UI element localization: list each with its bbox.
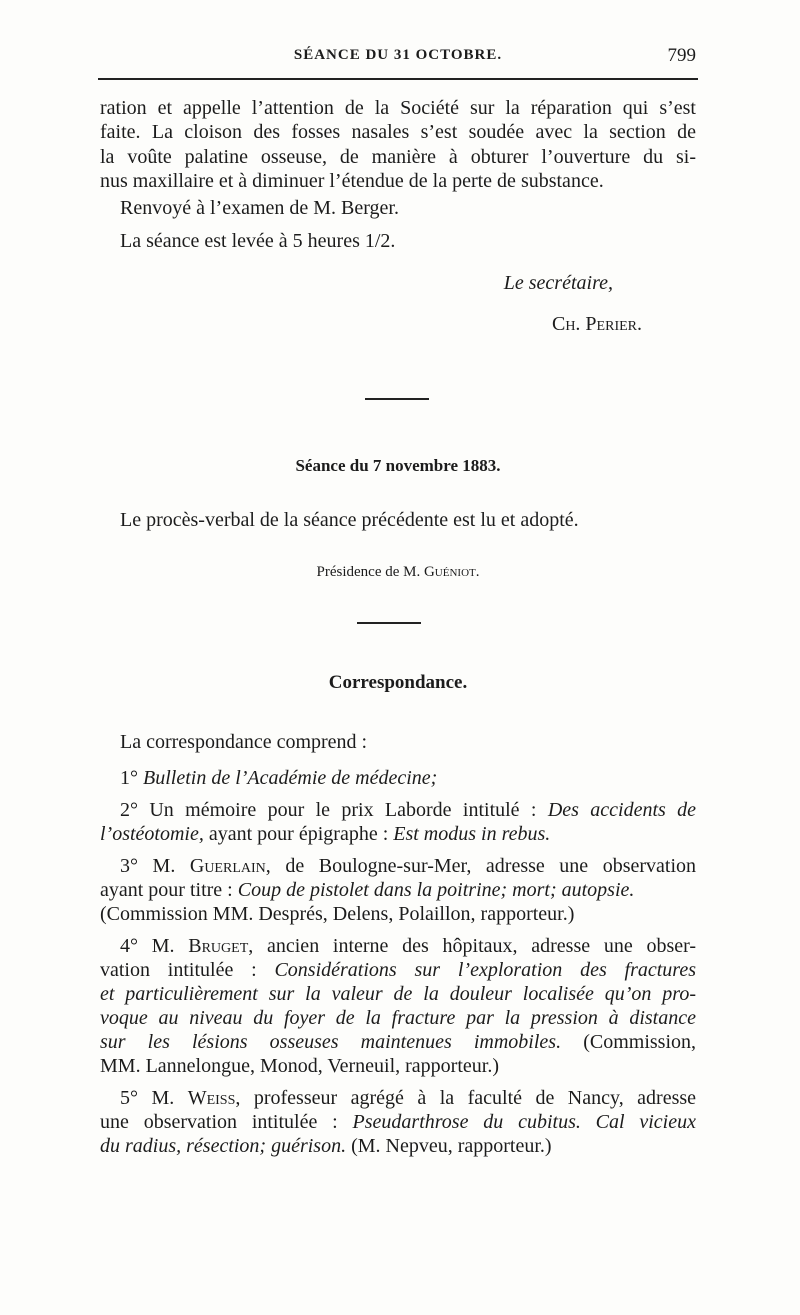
presidency-prefix: Présidence de M.	[316, 564, 421, 580]
list-item-continuation: l’ostéotomie, ayant pour épigraphe : Est modus in rebus.	[100, 823, 551, 845]
page-header	[100, 47, 696, 71]
presidency-line	[100, 564, 696, 581]
list-item-continuation: vation intitulée : Considérations sur l’exploration des fractures	[100, 959, 696, 981]
minutes-note: Le procès-verbal de la séance précédente est lu et adopté.	[120, 509, 579, 531]
list-item-continuation: voque au niveau du foyer de la fracture par la pression à distance	[100, 1007, 696, 1029]
list-item: 1° Bulletin de l’Académie de médecine;	[120, 767, 438, 789]
section-divider	[365, 398, 429, 400]
section-divider	[357, 622, 421, 624]
list-item-continuation: ayant pour titre : Coup de pistolet dans la poitrine; mort; autopsie.	[100, 879, 635, 901]
correspondence-intro: La correspondance comprend :	[120, 731, 368, 753]
signature-name: Ch. Perier.	[551, 313, 642, 335]
list-item-continuation: une observation intitulée : Pseudarthrose du cubitus. Cal vicieux	[100, 1111, 696, 1133]
list-item-continuation: MM. Lannelongue, Monod, Verneuil, rapporteur.)	[100, 1055, 499, 1077]
list-item: 4° M. Bruget, ancien interne des hôpitaux, adresse une obser-	[120, 935, 697, 957]
header-rule	[98, 78, 698, 80]
presidency-name: Guéniot.	[423, 564, 480, 580]
session-heading: Séance du 7 novembre 1883.	[295, 456, 501, 475]
list-item: 5° M. Weiss, professeur agrégé à la faculté de Nancy, adresse	[120, 1087, 697, 1109]
list-item: 3° M. Guerlain, de Boulogne-sur-Mer, adresse une observation	[120, 855, 697, 877]
correspondence-heading: Correspondance.	[328, 672, 468, 693]
page-number: 799	[667, 45, 696, 66]
list-item-continuation: sur les lésions osseuses maintenues immobiles. (Commission,	[100, 1031, 696, 1053]
adjournment-note: La séance est levée à 5 heures 1/2.	[120, 230, 396, 252]
referral-note: Renvoyé à l’examen de M. Berger.	[120, 197, 399, 219]
signature-title: Le secrétaire,	[503, 272, 613, 294]
paragraph-line: la voûte palatine osseuse, de manière à obturer l’ouverture du si-	[100, 146, 696, 168]
paragraph-line: nus maxillaire et à diminuer l’étendue de la perte de substance.	[100, 170, 604, 192]
paragraph-line: ration et appelle l’attention de la Société sur la réparation qui s’est	[100, 97, 696, 119]
list-item-continuation: (Commission MM. Després, Delens, Polaillon, rapporteur.)	[100, 903, 575, 925]
list-item-continuation: du radius, résection; guérison. (M. Nepveu, rapporteur.)	[100, 1135, 552, 1157]
list-item: 2° Un mémoire pour le prix Laborde intitulé : Des accidents de	[120, 799, 697, 821]
running-head: SÉANCE DU 31 OCTOBRE.	[293, 47, 503, 63]
paragraph-line: faite. La cloison des fosses nasales s’est soudée avec la section de	[100, 121, 696, 143]
list-item-continuation: et particulièrement sur la valeur de la douleur localisée qu’on pro-	[100, 983, 696, 1005]
